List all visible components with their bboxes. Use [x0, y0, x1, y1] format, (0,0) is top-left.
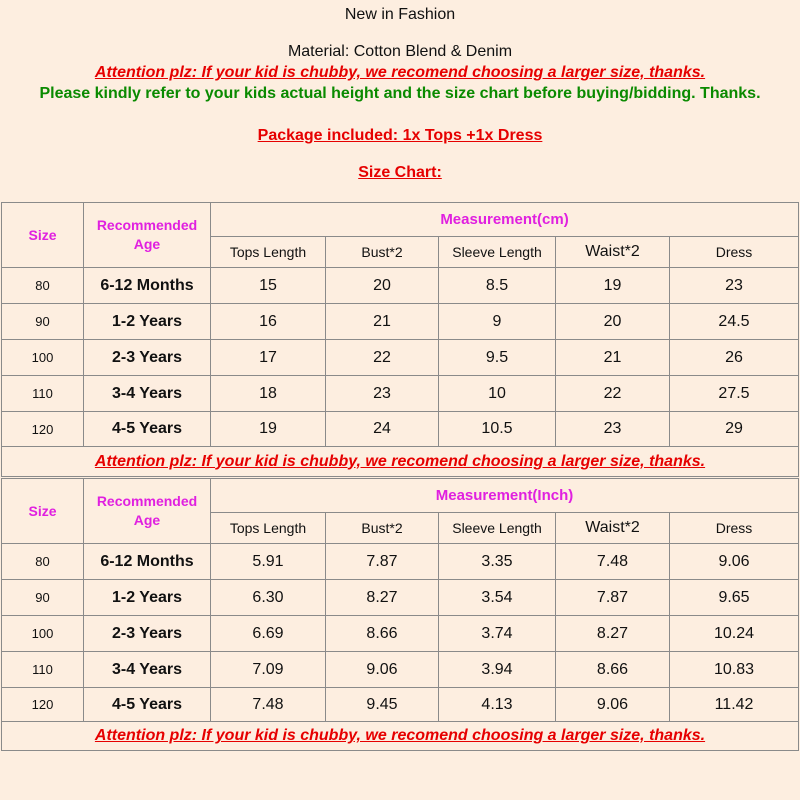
table-row — [2, 268, 799, 304]
bust-header: Bust*2 — [326, 513, 439, 544]
size-cell: 100 — [2, 340, 84, 376]
package-included: Package included: 1x Tops +1x Dress — [257, 127, 543, 144]
dress-cell: 11.42 — [670, 688, 799, 722]
dress-cell: 9.65 — [670, 580, 799, 616]
size-cell: 120 — [2, 412, 84, 447]
bust-cell: 8.27 — [326, 580, 439, 616]
sleeve-length-cell: 9.5 — [439, 340, 556, 376]
tops-length-header: Tops Length — [211, 513, 326, 544]
waist-header: Waist*2 — [556, 237, 670, 268]
bust-cell: 8.66 — [326, 616, 439, 652]
bust-cell: 9.45 — [326, 688, 439, 722]
age-cell: 2-3 Years — [84, 616, 211, 652]
attention-note: Attention plz: If your kid is chubby, we recomend choosing a larger size, thanks. — [94, 64, 706, 81]
bust-cell: 7.87 — [326, 544, 439, 580]
age-cell: 2-3 Years — [84, 340, 211, 376]
measurement-header: Measurement(Inch) — [211, 479, 799, 513]
table-row — [2, 652, 799, 688]
page-title: New in Fashion — [344, 6, 456, 23]
tops-length-cell: 19 — [211, 412, 326, 447]
material-line: Material: Cotton Blend & Denim — [287, 43, 513, 60]
sleeve-length-cell: 3.54 — [439, 580, 556, 616]
age-cell: 3-4 Years — [84, 376, 211, 412]
table-row — [2, 616, 799, 652]
size-column-header: Size — [2, 203, 84, 268]
bust-cell: 20 — [326, 268, 439, 304]
table-row — [2, 544, 799, 580]
tops-length-cell: 5.91 — [211, 544, 326, 580]
dress-cell: 23 — [670, 268, 799, 304]
waist-cell: 19 — [556, 268, 670, 304]
attention-note: Attention plz: If your kid is chubby, we recomend choosing a larger size, thanks. — [2, 722, 799, 751]
dress-cell: 29 — [670, 412, 799, 447]
age-cell: 6-12 Months — [84, 268, 211, 304]
age-column-header: Recommended Age — [84, 203, 211, 268]
dress-cell: 24.5 — [670, 304, 799, 340]
sleeve-length-cell: 3.74 — [439, 616, 556, 652]
sleeve-length-header: Sleeve Length — [439, 237, 556, 268]
sleeve-length-cell: 8.5 — [439, 268, 556, 304]
waist-cell: 21 — [556, 340, 670, 376]
bust-cell: 21 — [326, 304, 439, 340]
sleeve-length-cell: 10 — [439, 376, 556, 412]
dress-cell: 9.06 — [670, 544, 799, 580]
age-cell: 4-5 Years — [84, 412, 211, 447]
size-cell: 100 — [2, 616, 84, 652]
size-chart-heading: Size Chart: — [358, 164, 442, 181]
waist-cell: 22 — [556, 376, 670, 412]
age-cell: 3-4 Years — [84, 652, 211, 688]
attention-note: Attention plz: If your kid is chubby, we recomend choosing a larger size, thanks. — [2, 447, 799, 477]
size-cell: 80 — [2, 268, 84, 304]
measurement-header: Measurement(cm) — [211, 203, 799, 237]
bust-cell: 22 — [326, 340, 439, 376]
table-row — [2, 580, 799, 616]
size-cell: 90 — [2, 304, 84, 340]
sleeve-length-cell: 9 — [439, 304, 556, 340]
tops-length-cell: 17 — [211, 340, 326, 376]
tops-length-cell: 6.69 — [211, 616, 326, 652]
size-cell: 110 — [2, 376, 84, 412]
dress-header: Dress — [670, 513, 799, 544]
age-cell: 6-12 Months — [84, 544, 211, 580]
age-cell: 4-5 Years — [84, 688, 211, 722]
dress-header: Dress — [670, 237, 799, 268]
bust-cell: 24 — [326, 412, 439, 447]
dress-cell: 26 — [670, 340, 799, 376]
waist-header: Waist*2 — [556, 513, 670, 544]
waist-cell: 9.06 — [556, 688, 670, 722]
table-row — [2, 688, 799, 722]
size-table-inch — [1, 478, 799, 751]
waist-cell: 8.27 — [556, 616, 670, 652]
age-column-header: Recommended Age — [84, 479, 211, 544]
sleeve-length-cell: 3.35 — [439, 544, 556, 580]
size-cell: 120 — [2, 688, 84, 722]
tops-length-header: Tops Length — [211, 237, 326, 268]
sleeve-length-cell: 10.5 — [439, 412, 556, 447]
size-table-cm — [1, 202, 799, 477]
waist-cell: 23 — [556, 412, 670, 447]
waist-cell: 7.48 — [556, 544, 670, 580]
bust-header: Bust*2 — [326, 237, 439, 268]
waist-cell: 7.87 — [556, 580, 670, 616]
table-row — [2, 340, 799, 376]
size-cell: 110 — [2, 652, 84, 688]
tops-length-cell: 7.48 — [211, 688, 326, 722]
bust-cell: 23 — [326, 376, 439, 412]
size-cell: 90 — [2, 580, 84, 616]
tops-length-cell: 16 — [211, 304, 326, 340]
dress-cell: 10.24 — [670, 616, 799, 652]
sleeve-length-cell: 3.94 — [439, 652, 556, 688]
age-cell: 1-2 Years — [84, 304, 211, 340]
table-row — [2, 304, 799, 340]
size-column-header: Size — [2, 479, 84, 544]
size-cell: 80 — [2, 544, 84, 580]
dress-cell: 27.5 — [670, 376, 799, 412]
table-row — [2, 412, 799, 447]
sleeve-length-header: Sleeve Length — [439, 513, 556, 544]
tops-length-cell: 15 — [211, 268, 326, 304]
age-cell: 1-2 Years — [84, 580, 211, 616]
table-row — [2, 376, 799, 412]
waist-cell: 20 — [556, 304, 670, 340]
waist-cell: 8.66 — [556, 652, 670, 688]
bust-cell: 9.06 — [326, 652, 439, 688]
tops-length-cell: 7.09 — [211, 652, 326, 688]
tops-length-cell: 6.30 — [211, 580, 326, 616]
sleeve-length-cell: 4.13 — [439, 688, 556, 722]
size-advice-note: Please kindly refer to your kids actual height and the size chart before buying/bidding. Thanks. — [39, 85, 761, 102]
dress-cell: 10.83 — [670, 652, 799, 688]
tops-length-cell: 18 — [211, 376, 326, 412]
